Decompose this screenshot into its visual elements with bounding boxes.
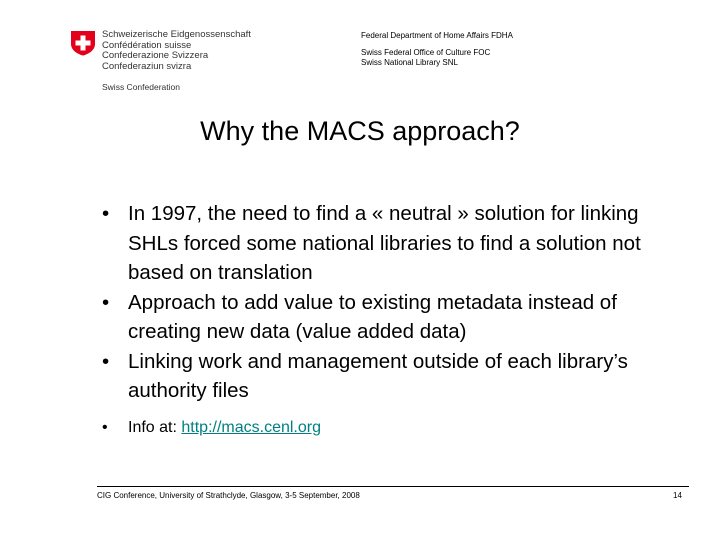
confederation-name-rm: Confederaziun svizra bbox=[102, 60, 192, 72]
swiss-cross-shield-icon bbox=[70, 30, 96, 56]
page-number: 14 bbox=[673, 491, 682, 500]
bullet-text: In 1997, the need to find a « neutral » solution for linking SHLs forced some national libraries to find a solution not based on translation bbox=[128, 202, 641, 284]
confederation-name-fr: Confédération suisse bbox=[102, 39, 192, 51]
bullet-text: Approach to add value to existing metadata instead of creating new data (value added data) bbox=[128, 290, 617, 343]
footer-text: CIG Conference, University of Strathclyde, Glasgow, 3-5 September, 2008 bbox=[97, 491, 360, 500]
macs-link[interactable]: http://macs.cenl.org bbox=[181, 419, 321, 436]
info-prefix: Info at: bbox=[128, 419, 182, 436]
info-line bbox=[102, 419, 321, 437]
confederation-name-it: Confederazione Svizzera bbox=[102, 50, 209, 61]
bullet-text: Linking work and management outside of each library’s authority files bbox=[128, 349, 628, 402]
bullet-item bbox=[102, 288, 682, 347]
slide-title: Why the MACS approach? bbox=[200, 116, 520, 146]
bullet-dot: • bbox=[102, 419, 108, 436]
confederation-name-de: Schweizerische Eidgenossenschaft bbox=[102, 29, 251, 40]
office-names bbox=[361, 48, 490, 67]
bullet-list bbox=[102, 199, 682, 406]
bullet-dot: • bbox=[102, 202, 110, 225]
swiss-confederation-label: Swiss Confederation bbox=[102, 82, 180, 92]
bullet-item bbox=[102, 347, 682, 406]
bullet-dot: • bbox=[102, 349, 110, 373]
office-name-library: Swiss National Library SNL bbox=[361, 57, 458, 67]
footer-divider bbox=[97, 486, 689, 487]
bullet-item bbox=[102, 199, 682, 288]
bullet-dot: • bbox=[102, 290, 110, 314]
confederation-names bbox=[102, 30, 251, 72]
department-name: Federal Department of Home Affairs FDHA bbox=[361, 31, 513, 40]
office-name-culture: Swiss Federal Office of Culture FOC bbox=[361, 48, 491, 57]
